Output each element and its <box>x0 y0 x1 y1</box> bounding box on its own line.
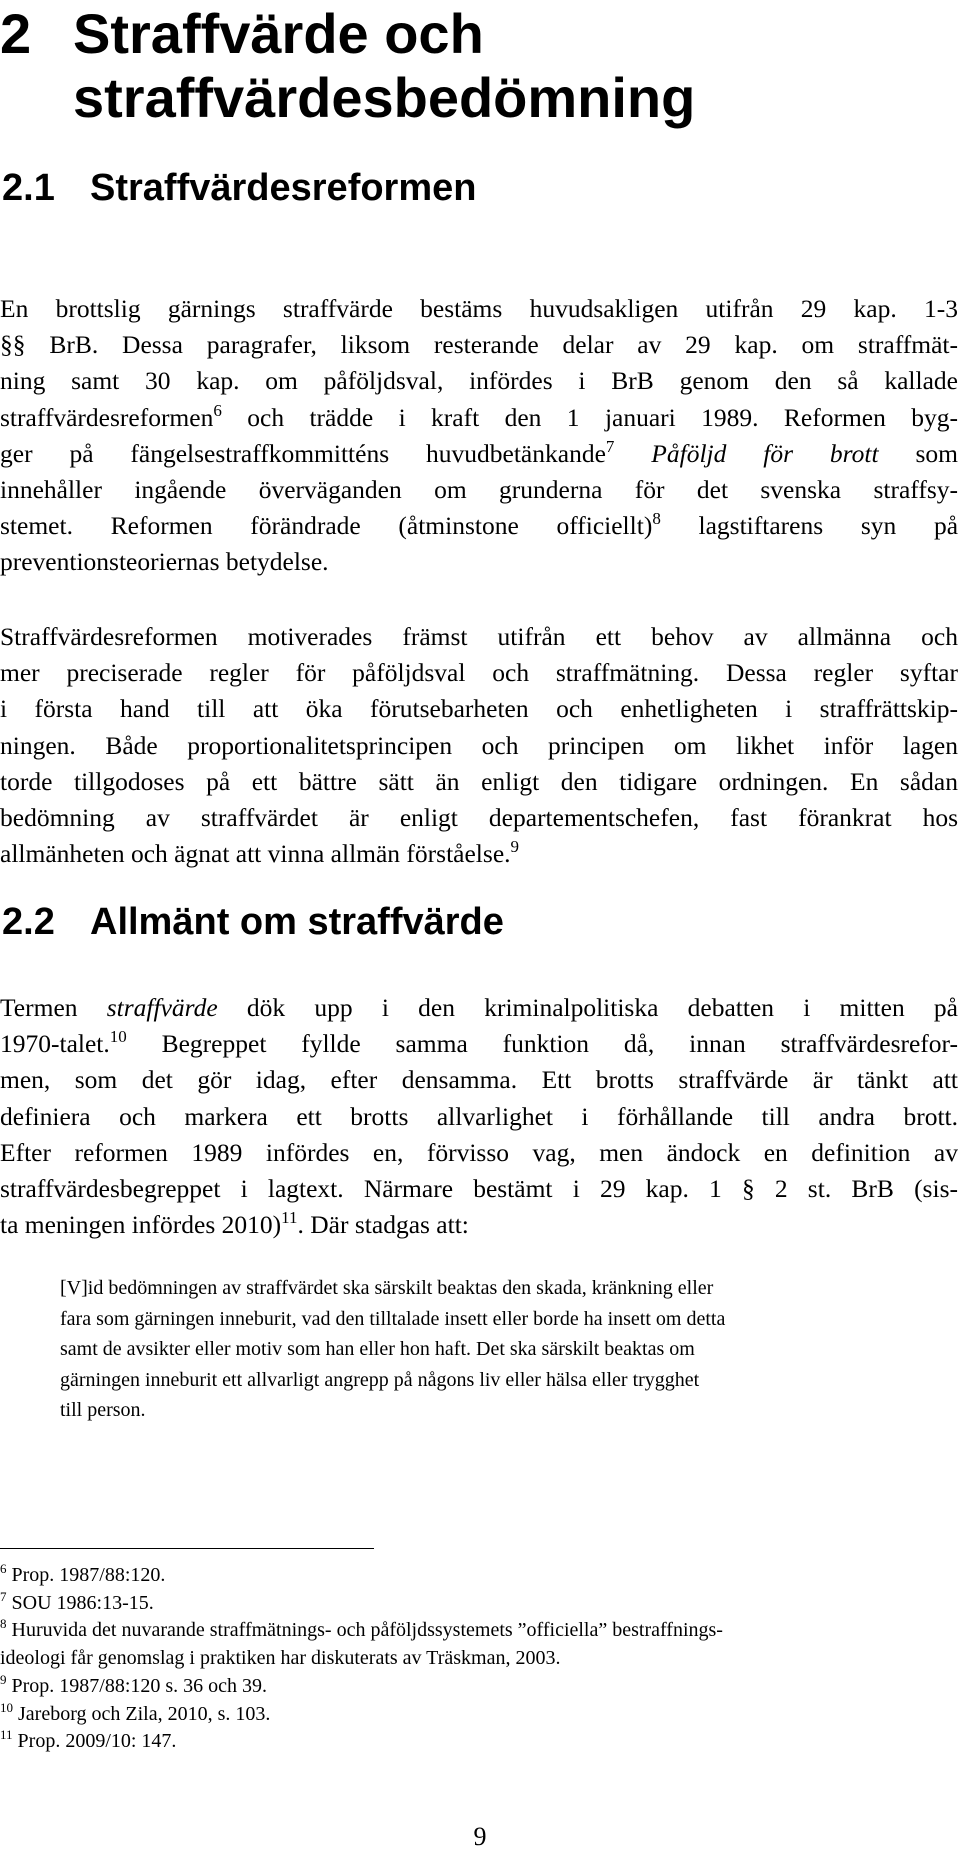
quote-line: till person. <box>60 1399 146 1421</box>
text-line: straffvärdesbegreppet i lagtext. Närmare bestämt i 29 kap. 1 § 2 st. BrB (sis- <box>0 1173 958 1203</box>
footnote-ref-10[interactable]: 10 <box>109 1027 127 1047</box>
footnote-8: $^8$ Huruvida det nuvarande straffmätnings- och påföljdssystemets ”officiella” bestraffnings- <box>0 1616 723 1642</box>
text-line: ning samt 30 kap. om påföljdsval, infördes i BrB genom den så kallade <box>0 366 958 396</box>
footnotes <box>0 1562 958 1756</box>
section-heading-2-1 <box>2 166 476 210</box>
text-line: En brottslig gärnings straffvärde bestäms huvudsakligen utifrån 29 kap. 1-3 <box>0 294 958 323</box>
section-title: Straffvärdesreformen <box>90 167 477 209</box>
chapter-title-line2: straffvärdesbedömning <box>73 66 696 129</box>
footnote-6: $^6$ Prop. 1987/88:120. <box>0 1561 166 1586</box>
text-line: Efter reformen 1989 infördes en, förvisso vag, men ändock en definition av <box>0 1137 958 1167</box>
section-number: 2.1 <box>2 167 55 209</box>
paragraph-reform-motivation <box>0 619 958 872</box>
section-title: Allmänt om straffvärde <box>90 901 504 943</box>
report-title: Påföljd för brott <box>651 438 879 468</box>
footnote-ref-6[interactable]: 6 <box>213 400 222 420</box>
text-line: ta meningen infördes 2010)$^{11}$. Där stadgas att: <box>0 1208 469 1240</box>
text-line: Straffvärdesreformen motiverades främst utifrån ett behov av allmänna och <box>0 622 958 651</box>
text-line: 1970-talet.$^{10}$ Begreppet fyllde samma funktion då, innan straffvärdesrefor- <box>0 1027 959 1059</box>
paragraph-reform-intro <box>0 291 958 581</box>
block-quote <box>60 1273 918 1426</box>
text-line: men, som det gör idag, efter densamma. Ett brotts straffvärde är tänkt att <box>0 1065 958 1095</box>
text-line: torde tillgodoses på ett bättre sätt än enligt den tidigare ordningen. En sådan <box>0 766 958 796</box>
chapter-title-line1: Straffvärde och <box>73 2 484 65</box>
section-number: 2.2 <box>2 901 55 943</box>
chapter-number: 2 <box>0 2 32 65</box>
footnote-7: $^7$ SOU 1986:13-15. <box>0 1588 154 1614</box>
quote-line: samt de avsikter eller motiv som han eller hon haft. Det ska särskilt beaktas om <box>60 1338 695 1360</box>
footnote-ref-9[interactable]: 9 <box>510 837 520 857</box>
text-line: mer preciserade regler för påföljdsval och straffmätning. Dessa regler syftar <box>0 658 958 688</box>
text-line: definiera och markera ett brotts allvarlighet i förhållande till andra brott. <box>0 1101 958 1131</box>
paragraph-term-history <box>0 990 958 1243</box>
text-line: Termen straffvärde dök upp i den kriminalpolitiska debatten i mitten på <box>0 993 958 1022</box>
text-line: bedömning av straffvärdet är enligt departementschefen, fast förankrat hos <box>0 802 958 832</box>
section-heading-2-2 <box>2 900 504 944</box>
text-line: allmänheten och ägnat att vinna allmän förståelse.$^9$ <box>0 837 520 869</box>
quote-line: gärningen inneburit ett allvarligt angrepp på någons liv eller hälsa eller trygghet <box>60 1368 700 1391</box>
footnote-separator <box>0 1548 374 1549</box>
text-line: straffvärdesreformen$^6$ och trädde i kraft den 1 januari 1989. Reformen byg- <box>0 400 959 432</box>
text-line: ger på fängelsestraffkommitténs huvudbetänkande$^7$ Påföljd för brott som <box>0 436 958 468</box>
text-line: innehåller ingående överväganden om grunderna för det svenska straffsy- <box>0 474 958 504</box>
chapter-heading <box>0 2 695 130</box>
footnote-8-continued: ideologi får genomslag i praktiken har diskuterats av Träskman, 2003. <box>0 1647 561 1670</box>
text-line: ningen. Både proportionalitetsprincipen och principen om likhet inför lagen <box>0 730 958 760</box>
text-line: preventionsteoriernas betydelse. <box>0 547 329 577</box>
term-emphasis: straffvärde <box>106 993 218 1022</box>
footnote-ref-8[interactable]: 8 <box>652 509 661 529</box>
footnote-9: $^9$ Prop. 1987/88:120 s. 36 och 39. <box>0 1671 268 1697</box>
footnote-ref-7[interactable]: 7 <box>605 436 615 456</box>
text-line: §§ BrB. Dessa paragrafer, liksom resterande delar av 29 kap. om straffmät- <box>0 330 958 360</box>
page-number: 9 <box>473 1822 487 1851</box>
footnote-10: $^{10}$ Jareborg och Zila, 2010, s. 103. <box>0 1699 271 1725</box>
footnote-11: $^{11}$ Prop. 2009/10: 147. <box>0 1727 177 1753</box>
quote-line: [V]id bedömningen av straffvärdet ska särskilt beaktas den skada, kränkning eller <box>60 1277 714 1299</box>
text-line: stemet. Reformen förändrade (åtminstone officiellt)$^8$ lagstiftarens syn på <box>0 509 959 541</box>
quote-line: fara som gärningen inneburit, vad den tilltalade insett eller borde ha insett om detta <box>60 1307 726 1330</box>
footnote-ref-11[interactable]: 11 <box>281 1208 298 1228</box>
text-line: i första hand till att öka förutsebarheten och enhetligheten i straffrättskip- <box>0 694 958 724</box>
